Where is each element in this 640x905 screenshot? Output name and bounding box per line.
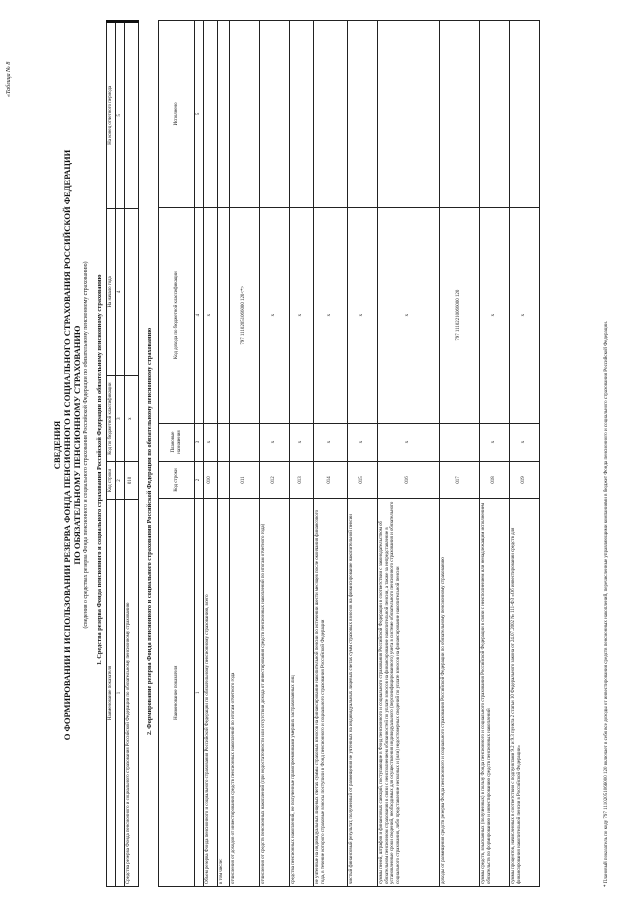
row-cell-code: 017 — [439, 461, 479, 499]
section1-number-row — [115, 22, 124, 887]
row-cell-code: 019 — [509, 461, 539, 499]
s2-header-done: Исполнено — [159, 21, 195, 208]
row-cell-plan — [439, 423, 479, 461]
table-row — [347, 21, 377, 887]
row-cell-kbk: x — [509, 207, 539, 423]
table-row — [509, 21, 539, 887]
s1-row-code: 010 — [124, 462, 138, 500]
doc-type-heading: СВЕДЕНИЯ — [52, 420, 62, 470]
section2-body — [203, 21, 539, 887]
row-cell-code: 013 — [289, 461, 313, 499]
row-cell-kbk: 797 11102210066000 120 — [439, 207, 479, 423]
row-cell-name: не учтенные на индивидуальных лицевых счетах суммы страховых взносов на финансирование накопительной пенсии по истечении шести месяцев после окончания финансового года, в течение которого страховые взносы поступили в Фонд пенсионного и социального страхования Российской Федерации — [313, 499, 347, 887]
table-number-label: «Таблица № 8 — [6, 61, 12, 97]
row-cell-plan: x — [313, 423, 347, 461]
section2-table — [158, 20, 540, 887]
row-cell-plan: x — [377, 423, 439, 461]
row-cell-code: 014 — [313, 461, 347, 499]
section1-header-row — [107, 22, 116, 887]
row-cell-kbk: x — [203, 207, 217, 423]
s1-num-5: 5 — [115, 22, 124, 209]
table-row — [479, 21, 509, 887]
row-cell-plan — [217, 423, 229, 461]
row-cell-name: отчисления от средств пенсионных накоплений (при недостаточности или отсутствии дохода от инвестирования средств пенсионных накоплений по итогам отчетного года) — [259, 499, 289, 887]
table-row — [377, 21, 439, 887]
row-cell-done — [509, 21, 539, 208]
s1-row-end — [124, 22, 138, 209]
row-cell-kbk: x — [479, 207, 509, 423]
row-cell-done — [377, 21, 439, 208]
footnote: * Плановый показатель по коду 797 11102051066000 120 включает в себя все доходы от инвестирования средств пенсионных накоплений, перечисленные управляющими компаниями в бюджет Фонда пенсионного и социального страхования Российской Федерации. — [604, 320, 609, 887]
row-cell-done — [479, 21, 509, 208]
section2-header-row — [159, 21, 195, 887]
row-cell-plan: x — [479, 423, 509, 461]
row-cell-kbk: 797 11102051066000 120<*> — [229, 207, 259, 423]
table-row — [259, 21, 289, 887]
row-cell-plan: x — [259, 423, 289, 461]
section2-number-row — [195, 21, 204, 887]
s1-num-4: 4 — [115, 208, 124, 376]
row-cell-kbk — [217, 207, 229, 423]
row-cell-kbk: x — [347, 207, 377, 423]
row-cell-done — [313, 21, 347, 208]
s1-header-end: На конец отчетного периода — [107, 22, 116, 209]
row-cell-name: суммы средств, взысканных (полученных) в пользу Фонда пенсионного и социального страхования Российской Федерации в связи с неисполнением или ненадлежащим исполнением обязательств по формированию и инвестированию средств пенсионных накоплений — [479, 499, 509, 887]
row-cell-done — [229, 21, 259, 208]
row-cell-kbk: x — [313, 207, 347, 423]
row-cell-code: 016 — [377, 461, 439, 499]
s2-num-2: 2 — [195, 461, 204, 499]
row-cell-plan: x — [289, 423, 313, 461]
document-subtitle: (сведения о средствах резерва Фонда пенсионного и социального страхования Российской Федерации по обязательному пенсионному страхованию) — [83, 261, 89, 629]
row-cell-done — [439, 21, 479, 208]
s1-num-2: 2 — [115, 462, 124, 500]
row-cell-name: отчисления от доходов от инвестирования средств пенсионных накоплений по итогам отчетного года — [229, 499, 259, 887]
s2-header-plan: Плановые назначения — [159, 423, 195, 461]
s2-num-3: 3 — [195, 423, 204, 461]
row-cell-done — [217, 21, 229, 208]
s1-num-1: 1 — [115, 499, 124, 886]
s1-header-code: Код строки — [107, 462, 116, 500]
row-cell-name: доходы от размещения средств резерва Фонда пенсионного и социального страхования Российской Федерации по обязательному пенсионному страхованию — [439, 499, 479, 887]
s2-num-1: 1 — [195, 499, 204, 887]
s1-row-kbk: x — [124, 376, 138, 462]
table-row — [229, 21, 259, 887]
s1-header-kbk: Код по бюджетной классификации — [107, 376, 116, 462]
s1-header-start: На начало года — [107, 208, 116, 376]
s2-header-code: Код строки — [159, 461, 195, 499]
s2-num-4: 4 — [195, 207, 204, 423]
row-cell-kbk: x — [377, 207, 439, 423]
s1-row-name: Средства резерва Фонда пенсионного и социального страхования Российской Федерации по обязательному пенсионному страхованию — [124, 499, 138, 886]
row-cell-code: 018 — [479, 461, 509, 499]
row-cell-plan: x — [203, 423, 217, 461]
table-row — [203, 21, 217, 887]
s2-num-5: 5 — [195, 21, 204, 208]
s1-num-3: 3 — [115, 376, 124, 462]
row-cell-kbk: x — [259, 207, 289, 423]
section1-data-row — [124, 22, 138, 887]
row-cell-kbk: x — [289, 207, 313, 423]
s1-header-name: Наименование показателя — [107, 499, 116, 886]
title-line-2: ПО ОБЯЗАТЕЛЬНОМУ ПЕНСИОННОМУ СТРАХОВАНИЮ — [72, 325, 82, 565]
s2-header-kbk: Код дохода по бюджетной классификации — [159, 207, 195, 423]
table-row — [313, 21, 347, 887]
row-cell-name: в том числе: — [217, 499, 229, 887]
row-cell-name: чистый финансовый результат, полученный от размещения не учтенных на индивидуальных лицевых счетах сумм страховых взносов на финансирование накопительной пенсии — [347, 499, 377, 887]
section1-table — [106, 20, 139, 887]
row-cell-done — [347, 21, 377, 208]
table-row — [289, 21, 313, 887]
title-line-1: О ФОРМИРОВАНИИ И ИСПОЛЬЗОВАНИИ РЕЗЕРВА ФОНДА ПЕНСИОННОГО И СОЦИАЛЬНОГО СТРАХОВАНИЯ РОССИЙСКОЙ ФЕДЕРАЦИИ — [62, 149, 72, 741]
section1-title: 1. Средства резерва Фонда пенсионного и социального страхования Российской Федерации по обязательному пенсионному страхованию — [96, 274, 103, 665]
row-cell-name: средства пенсионных накоплений, не полученные правопреемниками умерших застрахованных лиц — [289, 499, 313, 887]
section2-title: 2. Формирование резерва Фонда пенсионного и социального страхования Российской Федерации по обязательному пенсионному страхованию — [146, 327, 153, 735]
row-cell-code — [217, 461, 229, 499]
row-cell-plan: x — [347, 423, 377, 461]
s2-header-name: Наименование показателя — [159, 499, 195, 887]
table-row — [217, 21, 229, 887]
s1-row-start — [124, 208, 138, 376]
row-cell-done — [203, 21, 217, 208]
document-title-block — [52, 125, 90, 765]
row-cell-name: Объем резерва Фонда пенсионного и социального страхования Российской Федерации по обязательному пенсионному страхованию, всего — [203, 499, 217, 887]
row-cell-code: 012 — [259, 461, 289, 499]
row-cell-name: суммы процентов, начисленных в соответствии с подпунктами 9.2 и 9.3 пункта 2 статьи 10 Федерального закона от 24.07.2002 № 111-ФЗ «Об инвестировании средств для финансирования накопительной пенсии в Российской Федерации» — [509, 499, 539, 887]
row-cell-code: 010 — [203, 461, 217, 499]
row-cell-code: 015 — [347, 461, 377, 499]
row-cell-name: суммы пеней, штрафов и финансовых санкций, поступающие в Фонд пенсионного и социального страхования Российской Федерации в соответствии с законодательством об обязательном пенсионном страховании в связи с неисполнением обязанностей по уплате взносов на финансирование накопительной пенсии, а также за непредставление в установленные сроки сведений, необходимых для осуществления индивидуального (персонифицированного) учета в системе обязательного пенсионного страхования и обязательного социального страхования, либо представление неполных и (или) недостоверных сведений по уплате взносов на финансирование накопительной пенсии — [377, 499, 439, 887]
table-row — [439, 21, 479, 887]
row-cell-plan — [229, 423, 259, 461]
row-cell-done — [259, 21, 289, 208]
row-cell-done — [289, 21, 313, 208]
row-cell-plan: x — [509, 423, 539, 461]
row-cell-code: 011 — [229, 461, 259, 499]
